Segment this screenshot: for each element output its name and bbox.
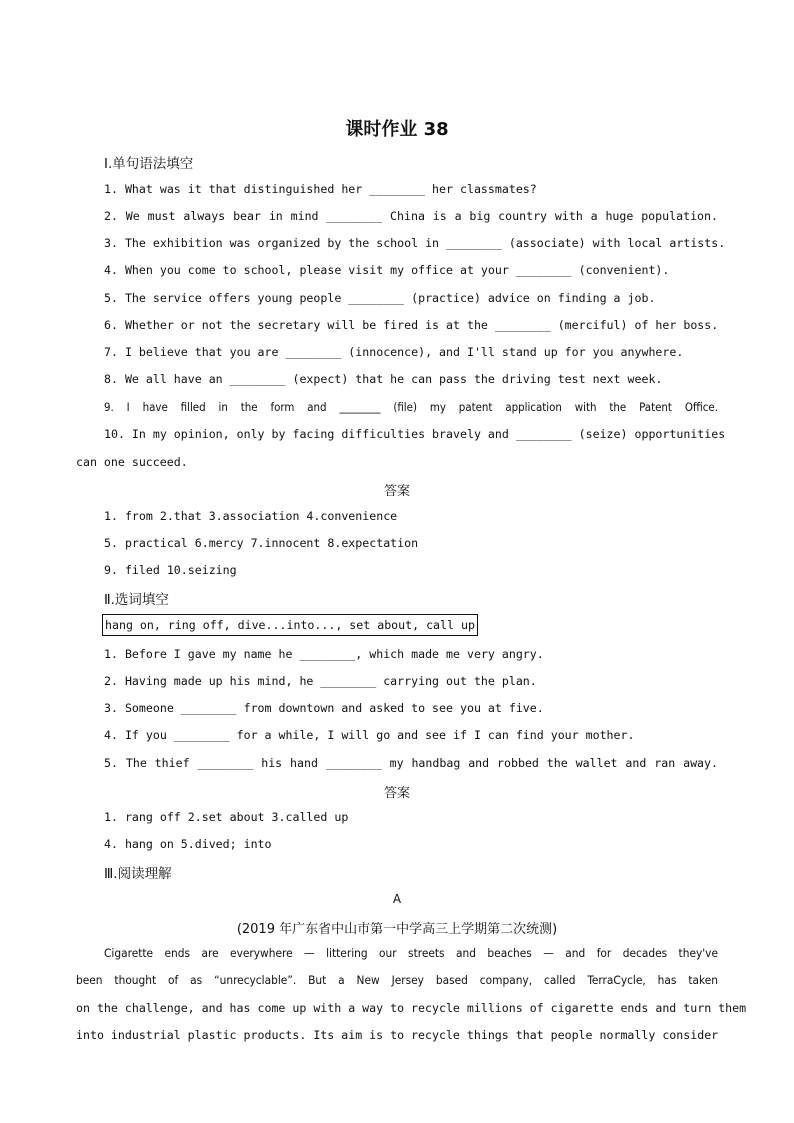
grammar-item-4: 4. When you come to school, please visit my office at your ________ (convenient).: [104, 263, 670, 277]
grammar-item-7: 7. I believe that you are ________ (innocence), and I'll stand up for you anywhere.: [104, 345, 684, 359]
grammar-item-3: 3. The exhibition was organized by the school in ________ (associate) with local artists.: [104, 236, 726, 250]
word-choice-item-3: 3. Someone ________ from downtown and asked to see you at five.: [104, 701, 544, 715]
section-heading-reading: Ⅲ.阅读理解: [104, 866, 172, 882]
word-choice-answers-line-2: 4. hang on 5.dived; into: [104, 837, 272, 851]
grammar-item-6: 6. Whether or not the secretary will be fired is at the ________ (merciful) of her boss.: [104, 318, 719, 332]
grammar-item-10-continued: can one succeed.: [76, 455, 188, 469]
passage-line-4: into industrial plastic products. Its aim is to recycle things that people normally consider: [76, 1028, 719, 1042]
word-choice-item-2: 2. Having made up his mind, he ________ carrying out the plan.: [104, 674, 537, 688]
passage-line-3: on the challenge, and has come up with a way to recycle millions of cigarette ends and turn them: [76, 1001, 747, 1015]
answer-heading-1: 答案: [383, 484, 410, 499]
word-bank-box: hang on, ring off, dive...into..., set about, call up: [102, 614, 478, 636]
answer-heading-2: 答案: [383, 786, 410, 801]
grammar-answers-line-2: 5. practical 6.mercy 7.innocent 8.expectation: [104, 536, 419, 550]
page-title: 课时作业 38: [345, 119, 449, 140]
passage-line-1: Cigarette ends are everywhere — littering our streets and beaches — and for decades they've: [104, 946, 718, 960]
section-heading-word-choice: Ⅱ.选词填空: [104, 592, 169, 608]
grammar-answers-line-1: 1. from 2.that 3.association 4.convenience: [104, 509, 398, 523]
word-choice-answers-line-1: 1. rang off 2.set about 3.called up: [104, 810, 349, 824]
passage-label: A: [392, 892, 402, 906]
grammar-item-1: 1. What was it that distinguished her ________ her classmates?: [104, 182, 537, 196]
grammar-item-10: 10. In my opinion, only by facing difficulties bravely and ________ (seize) opportunities: [104, 427, 726, 441]
word-choice-item-5: 5. The thief ________ his hand ________ my handbag and robbed the wallet and ran away.: [104, 756, 718, 770]
passage-line-2: been thought of as “unrecyclable”. But a New Jersey based company, called TerraCycle, has taken: [76, 973, 718, 987]
word-choice-item-1: 1. Before I gave my name he ________, which made me very angry.: [104, 647, 544, 661]
grammar-answers-line-3: 9. filed 10.seizing: [104, 563, 237, 577]
passage-source: (2019 年广东省中山市第一中学高三上学期第二次统测): [236, 922, 558, 937]
grammar-item-9: 9. I have filled in the form and ________ (file) my patent application with the Patent Office.: [104, 400, 718, 414]
grammar-item-2: 2. We must always bear in mind ________ China is a big country with a huge population.: [104, 209, 718, 223]
word-choice-item-4: 4. If you ________ for a while, I will go and see if I can find your mother.: [104, 728, 635, 742]
grammar-item-8: 8. We all have an ________ (expect) that he can pass the driving test next week.: [104, 372, 663, 386]
section-heading-grammar: Ⅰ.单句语法填空: [104, 156, 194, 172]
grammar-item-5: 5. The service offers young people ________ (practice) advice on finding a job.: [104, 291, 656, 305]
